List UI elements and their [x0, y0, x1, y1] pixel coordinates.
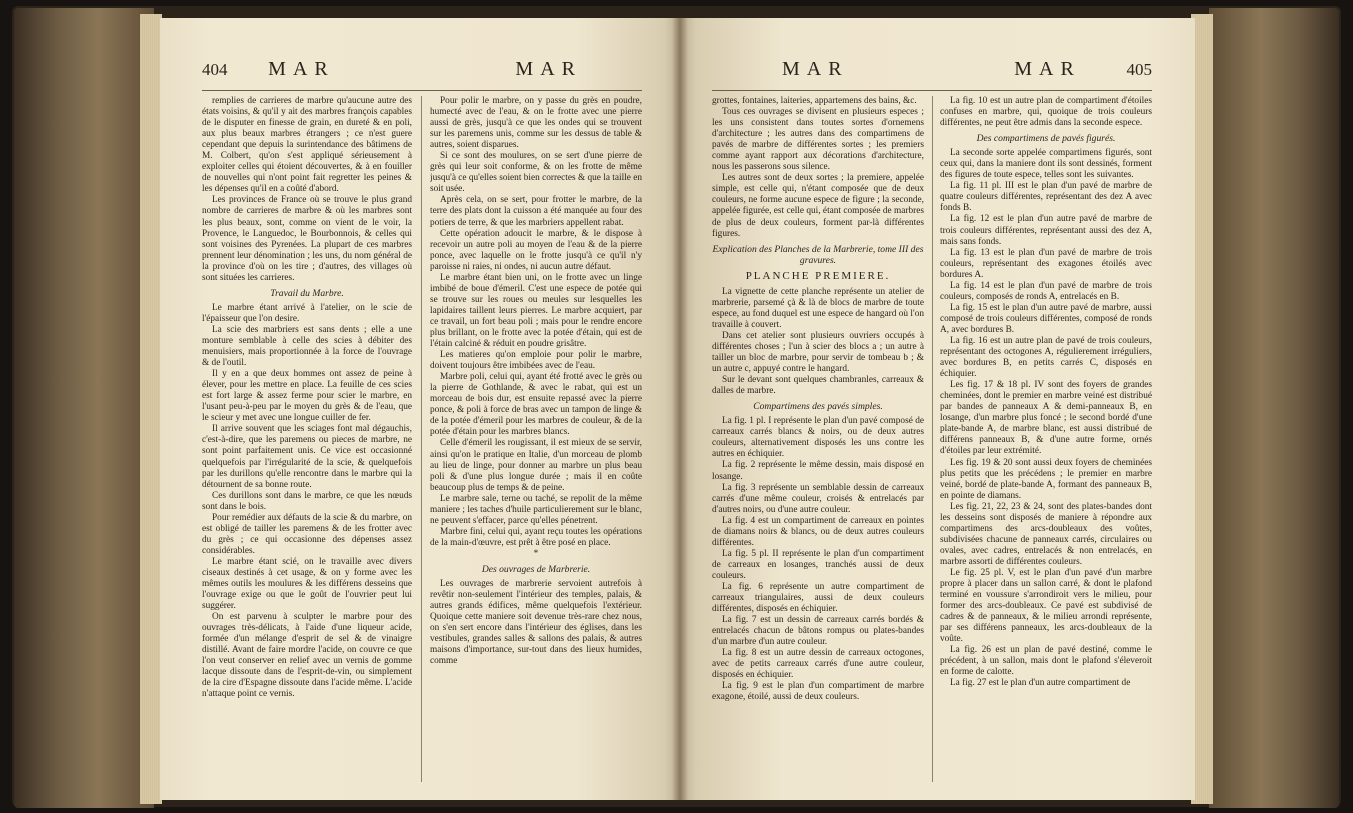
- paragraph: Si ce sont des moulures, on se sert d'une pierre de grès qui leur soit conforme, & on les frotte de même jusqu'à ce qu'elles soient bien correctes & que la taille en soit usée.: [430, 151, 642, 195]
- paragraph: La fig. 8 est un autre dessin de carreaux octogones, avec de petits carreaux carrés d'une autre couleur, disposés en échiquier.: [712, 648, 924, 681]
- paragraph: La fig. 15 est le plan d'un autre pavé de marbre, aussi composé de trois couleurs différentes, composé de ronds A, avec bordures B.: [940, 302, 1152, 335]
- paragraph: Celle d'émeril les rougissant, il est mieux de se servir, ainsi qu'on le pratique en Italie, d'un morceau de plomb au lieu de linge, pour donner au marbre un plus beau poli & d'une plus longue durée ; mais il en coûte beaucoup plus de temps & de peine.: [430, 438, 642, 493]
- right-running-head: [712, 58, 1152, 91]
- paragraph: La fig. 11 pl. III est le plan d'un pavé de marbre de quatre couleurs différentes, représentant des dez A avec fonds B.: [940, 181, 1152, 214]
- left-head-word-1: MAR: [268, 58, 335, 80]
- paragraph: Le marbre étant bien uni, on le frotte avec un linge imbibé de boue d'émeril. C'est une espece de potée qui se trouve sur les roues ou meules sur lesquelles les lapidaires taillent leurs pierres. Le marbre acquiert, par ce travail, un fort beau poli ; mais pour le rendre encore plus brillant, on le frotte avec la potée d'étain, qui est de l'étain calciné & réduit en poudre grisâtre.: [430, 272, 642, 350]
- left-head-word-2: MAR: [515, 58, 582, 80]
- paragraph: La fig. 2 représente le même dessin, mais disposé en losange.: [712, 460, 924, 482]
- right-column-2: [940, 96, 1152, 786]
- paragraph: La fig. 3 représente un semblable dessin de carreaux carrés d'une même couleur, croisés & entrelacés par d'autres noirs, ou d'une autre couleur.: [712, 482, 924, 515]
- section-heading: Explication des Planches de la Marbrerie, tome III des gravures.: [712, 243, 924, 266]
- paragraph: Pour polir le marbre, on y passe du grès en poudre, humecté avec de l'eau, & on le frotte avec une pierre aussi de grès, jusqu'à ce que les ondes qui se trouvent sur les paremens unis, comme sur les dessus de table & autres, soient disparues.: [430, 96, 642, 151]
- left-page-number: 404: [202, 60, 228, 79]
- left-column-1: [202, 96, 412, 786]
- paragraph: La fig. 26 est un plan de pavé destiné, comme le précédent, à un sallon, mais dont le plafond s'éleveroit en forme de calotte.: [940, 645, 1152, 678]
- paragraph: Le marbre sale, terne ou taché, se repolit de la même maniere ; les taches d'huile particulierement sur le blanc, ne peuvent s'effacer, parce qu'elles pénetrent.: [430, 493, 642, 526]
- paragraph: Il y en a que deux hommes ont assez de peine à élever, pour les mettre en place. La feuille de ces scies est fort large & assez ferme pour scier le marbre, en l'usant peu-à-peu par le moyen du grès & de l'eau, que le scieur y met avec une longue cuiller de fer.: [202, 369, 412, 424]
- paragraph: La fig. 12 est le plan d'un autre pavé de marbre de trois couleurs différentes, représentant aussi des dez A, mais sans fonds.: [940, 214, 1152, 247]
- paragraph: La fig. 5 pl. II représente le plan d'un compartiment de carreaux en losanges, tranchés aussi de deux couleurs.: [712, 548, 924, 581]
- paragraph: grottes, fontaines, laiteries, appartemens des bains, &c.: [712, 96, 917, 106]
- right-head-word-1: MAR: [782, 58, 849, 80]
- left-cover-edge: [14, 8, 154, 808]
- right-head-word-2: MAR: [1014, 58, 1081, 80]
- paragraph: La fig. 1 pl. I représente le plan d'un pavé composé de carreaux carrés blancs & noirs, ou de deux autres couleurs, alternativement disposés les uns contre les autres en échiquier.: [712, 416, 924, 460]
- paragraph: Cette opération adoucit le marbre, & le dispose à recevoir un autre poli au moyen de l'eau & de la pierre ponce, avec laquelle on le frotte jusqu'à ce qu'il n'y paroisse ni raies, ni ondes, ni aucun autre défaut.: [430, 228, 642, 272]
- paragraph: La fig. 4 est un compartiment de carreaux en pointes de diamans noirs & blancs, ou de deux autres couleurs différentes.: [712, 515, 924, 548]
- paragraph: La fig. 27 est le plan d'un autre compartiment de: [950, 678, 1131, 689]
- paragraph: Les provinces de France où se trouve le plus grand nombre de carrieres de marbre & où les marbres sont les plus beaux, sont, comme on vient de le voir, la Provence, le Languedoc, le Bourbonnois, & celles qui sont voisines des Pyrenées. La plupart de ces marbres prennent leur dénomination ; les uns, du nom général de la province d'où on les tire ; d'autres, des villages où sont situées les carrieres.: [202, 195, 412, 283]
- paragraph: Il arrive souvent que les sciages font mal dégauchis, c'est-à-dire, que les paremens ou pieces de marbre, ne sont point parfaitement unis. Ce vice est occasionné quelquefois par l'irrégularité de la scie, & quelquefois par les durillons qu'elle rencontre dans le marbre qui la détournent de sa bonne route.: [202, 424, 412, 490]
- paragraph: Le marbre étant arrivé à l'atelier, on le scie de l'épaisseur que l'on desire.: [202, 302, 412, 324]
- left-page-stack: [140, 14, 162, 804]
- right-page: [680, 18, 1195, 800]
- left-running-head: [202, 58, 642, 91]
- paragraph: Les ouvrages de marbrerie servoient autrefois à revêtir non-seulement l'intérieur des temples, palais, & autres grands édifices, même quelquefois l'extérieur. Quoique cette maniere soit devenue très-rare chez nous, on s'en sert encore dans l'intérieur des églises, dans les vestibules, grandes salles & sallons des palais, & autres maisons d'importance, sur-tout dans des lieux humides, comme: [430, 579, 642, 667]
- paragraph: La fig. 14 est le plan d'un pavé de marbre de trois couleurs, composés de ronds A, entrelacés en B.: [940, 280, 1152, 302]
- section-heading: Travail du Marbre.: [270, 287, 344, 299]
- paragraph: On est parvenu à sculpter le marbre pour des ouvrages très-délicats, à l'aide d'une liqueur acide, formée d'un mélange d'esprit de sel & de vinaigre distillé. Avant de faire mordre l'acide, on couvre ce que l'on veut conserver en relief avec un vernis de gomme lacque dissoute dans de l'esprit-de-vin, ou simplement de la cire d'Espagne dissoute dans l'acide même. L'acide n'attaque point ce vernis.: [202, 612, 412, 700]
- paragraph: La fig. 9 est le plan d'un compartiment de marbre exagone, étoilé, aussi de deux couleurs.: [712, 681, 924, 703]
- paragraph: La fig. 7 est un dessin de carreaux carrés bordés & entrelacés chacun de bâtons rompus ou plates-bandes d'un marbre d'un autre couleur.: [712, 615, 924, 648]
- paragraph: Après cela, on se sert, pour frotter le marbre, de la terre des plats dont la cuisson a été manquée au four des potiers de terre, & que les marbriers appellent rabat.: [430, 195, 642, 228]
- paragraph: La fig. 13 est le plan d'un pavé de marbre de trois couleurs, représentant des exagones étoilés avec bordures A.: [940, 247, 1152, 280]
- right-cover-edge: [1209, 8, 1339, 808]
- book-gutter: [672, 18, 688, 800]
- paragraph: La fig. 16 est un autre plan de pavé de trois couleurs, représentant des octogones A, régulierement irréguliers, avec bordures B, en petits carrés C, disposés en échiquier.: [940, 335, 1152, 380]
- right-column-rule: [932, 96, 933, 782]
- left-column-rule: [421, 96, 422, 782]
- left-column-2: [430, 96, 642, 786]
- paragraph: Dans cet atelier sont plusieurs ouvriers occupés à différentes choses ; l'un à scier des blocs a ; un autre à tailler un bloc de marbre, pour servir de tombeau b ; & un autre c, appuyé contre le hangard.: [712, 330, 924, 375]
- paragraph: La scie des marbriers est sans dents ; elle a une monture semblable à celle des scies à débiter des menuisiers, mais proportionnée à la force de l'ouvrage & de l'outil.: [202, 324, 412, 369]
- paragraph: Tous ces ouvrages se divisent en plusieurs especes ; les uns consistent dans toutes sortes d'ornemens d'architecture ; les autres dans des compartimens de pavés de marbre de différentes sortes ; les premiers comme ayant rapport aux décorations d'architecture, nous les passerons sous silence.: [712, 107, 924, 173]
- paragraph: Les fig. 21, 22, 23 & 24, sont des plates-bandes dont les desseins sont disposés de maniere à répondre aux compartimens des arcs-doubleaux des voûtes, subdivisées chacune de panneaux carrés, circulaires ou ovales, avec cadres, entrelacés & non entrelacés, en marbre assorti de différentes couleurs.: [940, 501, 1152, 567]
- section-ornament: *: [533, 548, 539, 559]
- paragraph: Pour remédier aux défauts de la scie & du marbre, on est obligé de tailler les paremens & de les frotter avec du grès ; ce qui occasionne des dépenses assez considérables.: [202, 512, 412, 556]
- right-column-1: [712, 96, 924, 786]
- right-page-number: 405: [1126, 60, 1152, 79]
- paragraph: Le marbre étant scié, on le travaille avec divers ciseaux destinés à cet usage, & on y forme avec les mêmes outils les moulures & les différens desseins que l'ouvrage exige ou que le goût de l'ouvrier peut lui suggérer.: [202, 556, 412, 612]
- paragraph: Le fig. 25 pl. V, est le plan d'un pavé d'un marbre propre à placer dans un sallon carré, & dont le plafond terminé en voussure s'arrondiroit vers le milieu, pour former des arcs-doubleaux. Ce pavé est subdivisé de cadres & de panneaux, & le milieu arrondi représente, par ses différens panneaux, les arcs-doubleaux de la voûte.: [940, 567, 1152, 645]
- paragraph: Les matieres qu'on emploie pour polir le marbre, doivent toujours être imbibées avec de l'eau.: [430, 350, 642, 372]
- section-heading: Des ouvrages de Marbrerie.: [481, 563, 591, 575]
- paragraph: Marbre fini, celui qui, ayant reçu toutes les opérations de la main-d'œuvre, est prêt à être posé en place.: [430, 526, 642, 548]
- paragraph: Marbre poli, celui qui, ayant été frotté avec le grès ou la pierre de Gothlande, & avec le rabat, qui est un morceau de bois dur, est ensuite repassé avec la pierre ponce, & poli à force de bras avec un tampon de linge & de la potée d'émeril pour les marbres de couleur, & de la potée d'étain pour les marbres blancs.: [430, 372, 642, 438]
- section-heading: Des compartimens de pavés figurés.: [976, 133, 1116, 145]
- paragraph: remplies de carrieres de marbre qu'aucune autre des états voisins, & qu'il y ait des marbres françois capables de le disputer en finesse de grain, en dureté & en poli, aux plus beaux marbres étrangers ; ce n'est guere cependant que depuis la surintendance des bâtimens de M. Colbert, qu'on s'est appliqué sérieusement à exploiter celles qui étoient découvertes, & à en fouiller de nouvelles qui n'ont point fait regretter les peines & les dépenses qu'il en a coûté d'abord.: [202, 96, 412, 195]
- paragraph: Sur le devant sont quelques chambranles, carreaux & dalles de marbre.: [712, 375, 924, 397]
- paragraph: La vignette de cette planche représente un atelier de marbrerie, parsemé çà & là de blocs de marbre de toute espece, au fond duquel est une espece de hangard où l'on travaille à couvert.: [712, 286, 924, 330]
- plate-title: PLANCHE PREMIERE.: [745, 269, 891, 282]
- paragraph: Les fig. 19 & 20 sont aussi deux foyers de cheminées plus petits que les précédens ; le premier en marbre veiné, bordé de plate-bande A, formant des panneaux B, en pointe de diamans.: [940, 457, 1152, 501]
- left-page: [160, 18, 680, 800]
- paragraph: Les fig. 17 & 18 pl. IV sont des foyers de grandes cheminées, dont le premier en marbre veiné est distribué par bandes de panneaux A & demi-panneaux B, en losange, d'un marbre plus foncé ; le second bordé d'une plate-bande A, de marbre blanc, est aussi distribué de différens panneaux B, & d'une autre forme, ornés d'étoiles par leur extrémité.: [940, 380, 1152, 457]
- section-heading: Compartimens des pavés simples.: [753, 401, 883, 413]
- paragraph: Les autres sont de deux sortes ; la premiere, appelée simple, est celle qui, n'étant composée que de deux couleurs, ne forme aucune espece de figure ; la seconde, appelée figurée, est celle qui, étant composée de marbres de plus de deux couleurs, forment par-là différentes figures.: [712, 173, 924, 239]
- paragraph: Ces durillons sont dans le marbre, ce que les nœuds sont dans le bois.: [202, 490, 412, 512]
- paragraph: La seconde sorte appelée compartimens figurés, sont ceux qui, dans la maniere dont ils sont dessinés, forment des figures de toute espece, telles sont les suivantes.: [940, 148, 1152, 181]
- paragraph: La fig. 6 représente un autre compartiment de carreaux triangulaires, aussi de deux couleurs différentes, disposés en échiquier.: [712, 581, 924, 615]
- paragraph: La fig. 10 est un autre plan de compartiment d'étoiles confuses en marbre, qui, quoique de trois couleurs différentes, ne peut être admis dans la seconde espece.: [940, 96, 1152, 129]
